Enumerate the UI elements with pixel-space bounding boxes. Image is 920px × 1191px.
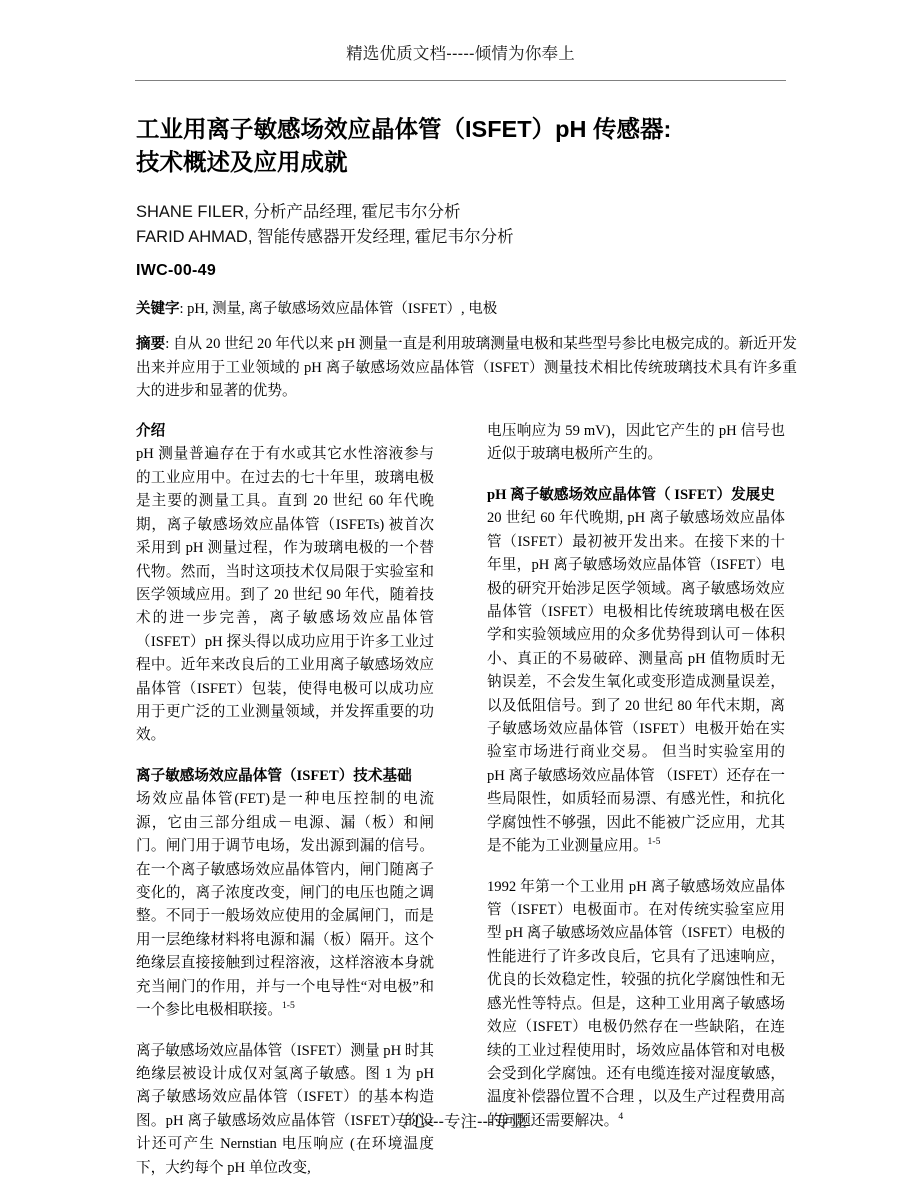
heading-isfet-technology: 离子敏感场效应晶体管（ISFET）技术基础 <box>136 767 412 784</box>
paragraph-1992-industrial-text: 1992 年第一个工业用 pH 离子敏感场效应晶体管（ISFET）电极面市。在对传统实验室应用型 pH 离子敏感场效应晶体管（ISFET）电极的性能进行了许多改良后，它具有了迅速响应，优良的长效稳定性，较强的抗化学腐蚀性和无感光性等特点。但是，这种工业用离子敏感场效应（ISFET）电极仍然存在一些缺陷，在连续的工业过程使用时，场效应晶体管和对电极会受到化学腐蚀。还有电缆连接对湿度敏感，温度补偿器位置不合理 ，以及生产过程费用高的问题还需要解决。 <box>487 878 785 1129</box>
author-block <box>136 200 796 250</box>
abstract-label: 摘要 <box>136 336 166 352</box>
heading-isfet-history: pH 离子敏感场效应晶体管（ ISFET）发展史 <box>487 486 775 503</box>
reference-marker: 4 <box>618 1110 624 1122</box>
keywords-value: : pH, 测量, 离子敏感场效应晶体管（ISFET）, 电极 <box>179 301 498 317</box>
keywords-label: 关键字 <box>136 301 180 317</box>
reference-marker: 1-5 <box>281 1000 295 1012</box>
page-header-watermark: 精选优质文档-----倾情为你奉上 <box>346 45 575 63</box>
paragraph-isfet-measurement: 离子敏感场效应晶体管（ISFET）测量 pH 时其绝缘层被设计成仅对氢离子敏感。图 1 为 pH 离子敏感场效应晶体管（ISFET）的基本构造图。pH 离子敏感场效应晶体管（ISFET）的设计还可产生 Nernstian 电压响应 (在环境温度下，大约每个 pH 单位改变, <box>136 1042 434 1176</box>
page-footer-watermark: 专心---专注---专业 <box>394 1113 527 1131</box>
abstract-value: : 自从 20 世纪 20 年代以来 pH 测量一直是利用玻璃测量电极和某些型号参比电极完成的。新近开发出来并应用于工业领域的 pH 离子敏感场效应晶体管（ISFET）测量技术相比传统玻璃技术具有许多重大的进步和显著的优势。 <box>136 336 797 400</box>
keywords-block <box>136 299 800 321</box>
paragraph-isfet-technology-text: 场效应晶体管(FET)是一种电压控制的电流源，它由三部分组成－电源、漏（板）和闸门。闸门用于调节电场，发出源到漏的信号。在一个离子敏感场效应晶体管内，闸门随离子变化的，离子浓度改变，闸门的电压也随之调整。不同于一般场效应使用的金属闸门，而是用一层绝缘材料将电源和漏（板）隔开。这个绝缘层直接接触到过程溶液，这样溶液本身就充当闸门的作用，并与一个电导性“对电极”和一个参比电极相联接。 <box>136 791 434 1019</box>
paragraph-1992-industrial <box>487 876 785 1134</box>
header-divider <box>135 80 786 81</box>
paragraph-isfet-history-text: 20 世纪 60 年代晚期, pH 离子敏感场效应晶体管（ISFET）最初被开发出来。在接下来的十年里，pH 离子敏感场效应晶体管（ISFET）电极的研究开始涉足医学领域。离子敏感场效应晶体管（ISFET）电极相比传统玻璃电极在医学和实验领域应用的众多优势得到认可－体积小、真正的不易破碎、测量高 pH 值物质时无钠误差，不会发生氧化或变形造成测量误差，以及低阻信号。到了 20 世纪 80 年代末期，离子敏感场效应晶体管（ISFET）电极开始在实验室市场进行商业交易。 但当时实验室用的 pH 离子敏感场效应晶体管 （ISFET）还存在一些局限性，如质轻而易漂、有感光性，和抗化学腐蚀性不够强，因此不能被广泛应用，尤其是不能为工业测量应用。 <box>487 510 785 855</box>
heading-introduction: 介绍 <box>136 423 166 439</box>
abstract-block <box>136 333 797 404</box>
body-column-left <box>136 420 434 1180</box>
author-line-1: SHANE FILER, 分析产品经理, 霍尼韦尔分析 <box>136 203 461 221</box>
paragraph-introduction: pH 测量普遍存在于有水或其它水性溶液参与的工业应用中。在过去的七十年里，玻璃电极是主要的测量工具。直到 20 世纪 60 年代晚期，离子敏感场效应晶体管（ISFETs) 被首次采用到 pH 测量过程，作为玻璃电极的一个替代物。然而，当时这项技术仅局限于实验室和医学领域应用。到了 20 世纪 90 年代，随着技术的进一步完善，离子敏感场效应晶体管（ISFET）pH 探头得以成功应用于许多工业过程中。近年来改良后的工业用离子敏感场效应晶体管（ISFET）包装，使得电极可以成功应用于更广泛的工业测量领域，并发挥重要的功效。 <box>136 446 434 744</box>
page-title-line-1: 工业用离子敏感场效应晶体管（ISFET）pH 传感器: <box>136 116 672 142</box>
body-column-right <box>487 420 785 1133</box>
author-line-2: FARID AHMAD, 智能传感器开发经理, 霍尼韦尔分析 <box>136 228 514 247</box>
paragraph-continuation: 电压响应为 59 mV)，因此它产生的 pH 信号也近似于玻璃电极所产生的。 <box>487 423 785 463</box>
page-title-line-2: 技术概述及应用成就 <box>136 149 348 176</box>
page-title <box>136 113 796 180</box>
document-id: IWC-00-49 <box>136 262 217 279</box>
paragraph-isfet-technology <box>136 788 434 1022</box>
reference-marker: 1-5 <box>647 836 661 848</box>
paragraph-isfet-history <box>487 507 785 858</box>
